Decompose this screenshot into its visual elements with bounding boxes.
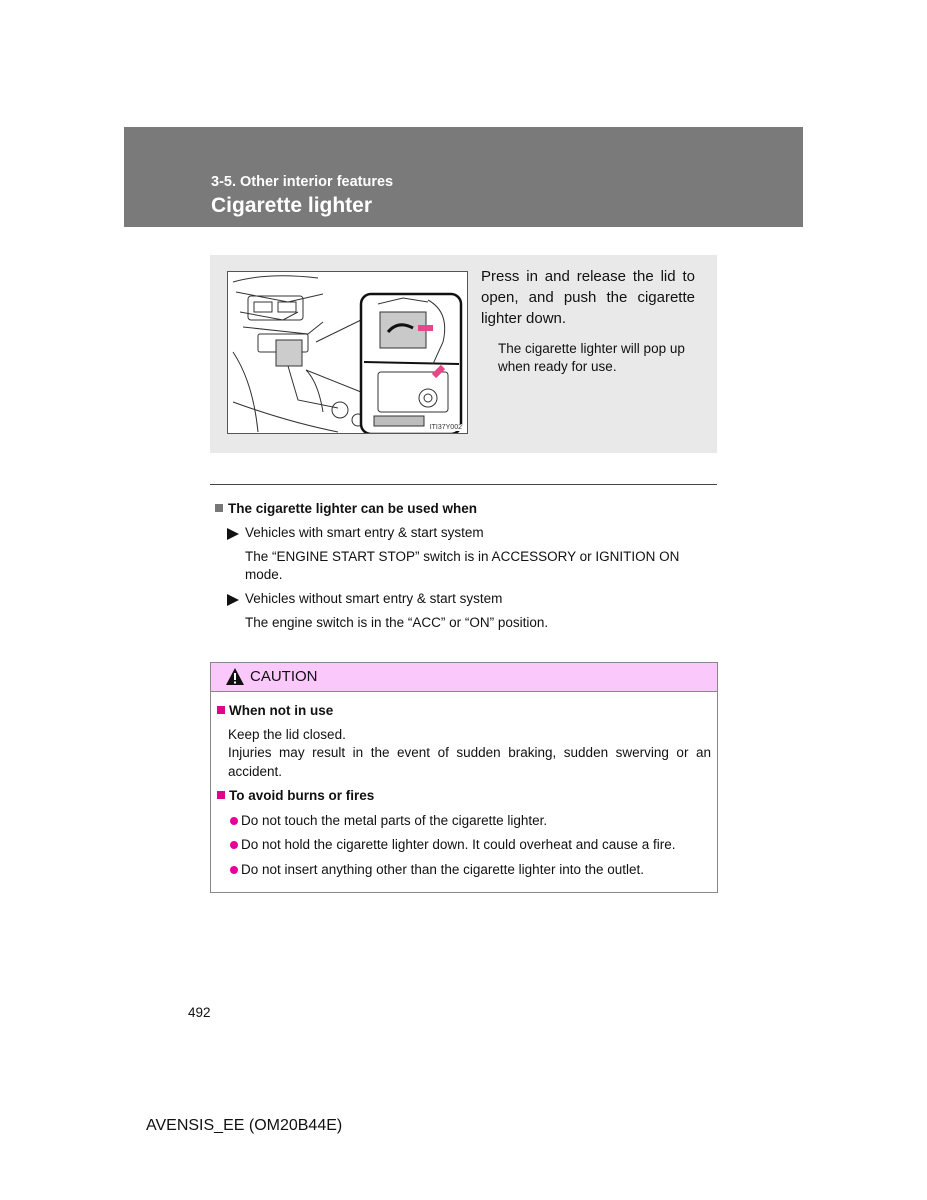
square-bullet-icon bbox=[217, 706, 225, 714]
divider bbox=[210, 484, 717, 485]
caution-section-title: When not in use bbox=[217, 702, 711, 721]
dot-bullet-icon bbox=[230, 866, 238, 874]
page-title: Cigarette lighter bbox=[211, 194, 373, 217]
console-illustration bbox=[228, 272, 468, 434]
caution-header bbox=[211, 663, 717, 692]
condition-detail: The engine switch is in the “ACC” or “ON” position. bbox=[245, 615, 549, 630]
condition-label: Vehicles with smart entry & start system bbox=[245, 525, 484, 540]
square-bullet-icon bbox=[217, 791, 225, 799]
section-label: 3-5. Other interior features bbox=[211, 174, 394, 190]
caution-label: CAUTION bbox=[250, 668, 318, 685]
figure-panel bbox=[210, 255, 717, 453]
triangle-bullet-icon bbox=[227, 528, 239, 540]
info-title: The cigarette lighter can be used when bbox=[215, 500, 715, 518]
page-number: 492 bbox=[188, 1005, 211, 1020]
illustration bbox=[227, 271, 468, 434]
caution-text: Keep the lid closed. Injuries may result in the event of sudden braking, sudden swerving or an accident. bbox=[228, 726, 711, 779]
caution-section-title: To avoid burns or fires bbox=[217, 787, 711, 806]
condition-item bbox=[215, 590, 715, 608]
condition-detail: The “ENGINE START STOP” switch is in ACCESSORY or IGNITION ON mode. bbox=[245, 549, 680, 582]
caution-bullet: Do not insert anything other than the cigarette lighter into the outlet. bbox=[217, 861, 711, 880]
document-code: AVENSIS_EE (OM20B44E) bbox=[146, 1117, 343, 1134]
square-bullet-icon bbox=[215, 504, 223, 512]
dot-bullet-icon bbox=[230, 817, 238, 825]
usage-info bbox=[215, 500, 715, 632]
warning-icon bbox=[225, 667, 245, 686]
condition-label: Vehicles without smart entry & start system bbox=[245, 591, 503, 606]
dot-bullet-icon bbox=[230, 841, 238, 849]
caution-body bbox=[211, 692, 717, 879]
caution-box bbox=[210, 662, 718, 893]
figure-code: ITI37Y002 bbox=[429, 424, 462, 431]
instruction-text: Press in and release the lid to open, and push the cigarette lighter down. bbox=[481, 268, 695, 327]
chapter-header bbox=[124, 127, 803, 227]
condition-item bbox=[215, 524, 715, 542]
caution-bullet: Do not touch the metal parts of the cigarette lighter. bbox=[217, 812, 711, 831]
instruction-note: The cigarette lighter will pop up when ready for use. bbox=[498, 341, 685, 374]
triangle-bullet-icon bbox=[227, 594, 239, 606]
caution-bullet: Do not hold the cigarette lighter down. It could overheat and cause a fire. bbox=[217, 836, 711, 855]
